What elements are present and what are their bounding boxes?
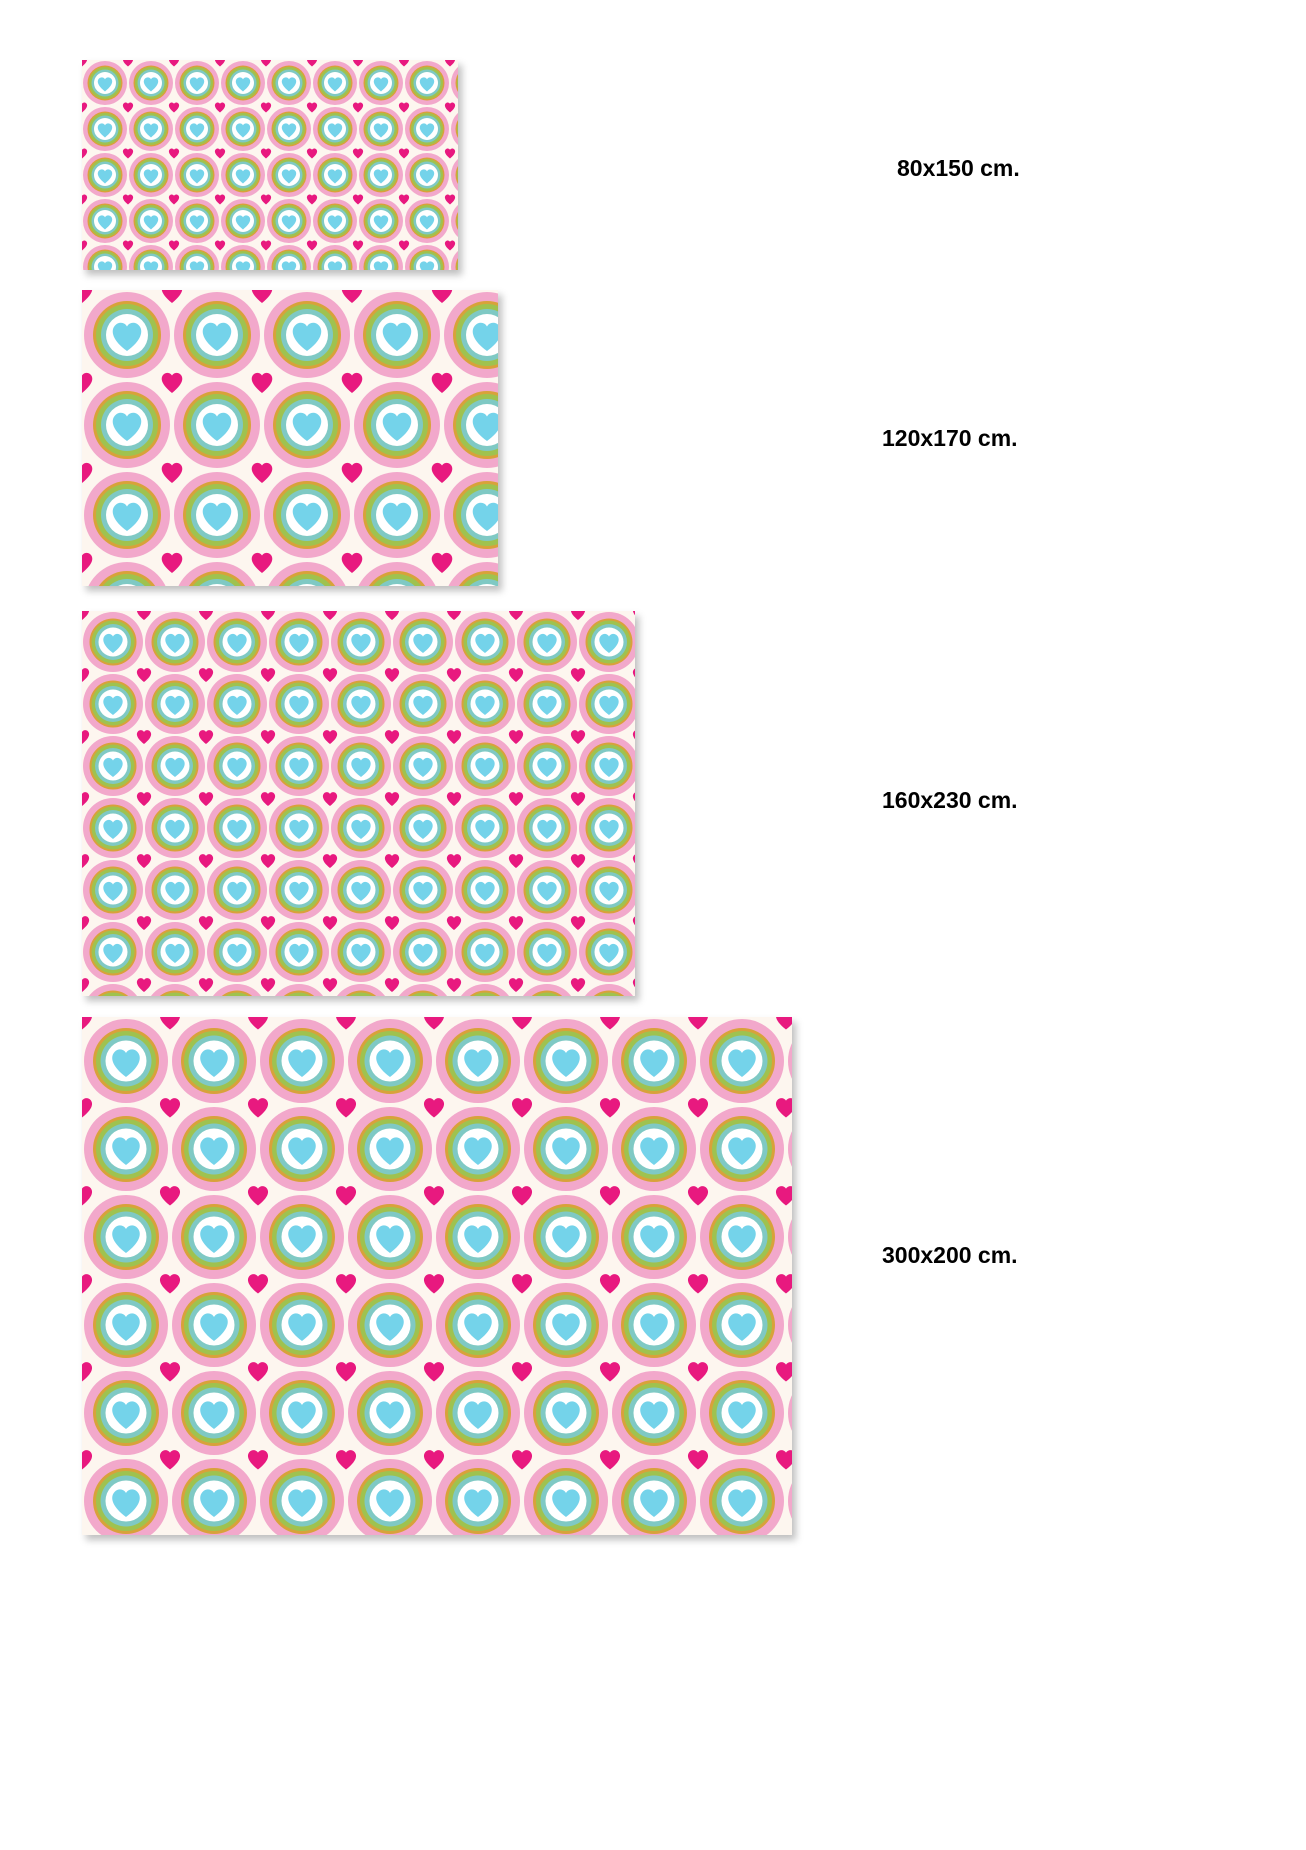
rug-swatch-160x230[interactable] [82,611,635,996]
hearts-circles-pattern [82,611,635,996]
hearts-circles-pattern [82,60,458,270]
size-label-160x230: 160x230 cm. [882,787,1018,813]
size-label-300x200: 300x200 cm. [882,1242,1018,1268]
rug-swatch-120x170[interactable] [82,290,498,586]
hearts-circles-pattern [82,1017,792,1535]
rug-swatch-300x200[interactable] [82,1017,792,1535]
hearts-circles-pattern [82,290,498,586]
size-label-120x170: 120x170 cm. [882,425,1018,451]
rug-swatch-80x150[interactable] [82,60,458,270]
size-label-80x150: 80x150 cm. [897,155,1020,181]
